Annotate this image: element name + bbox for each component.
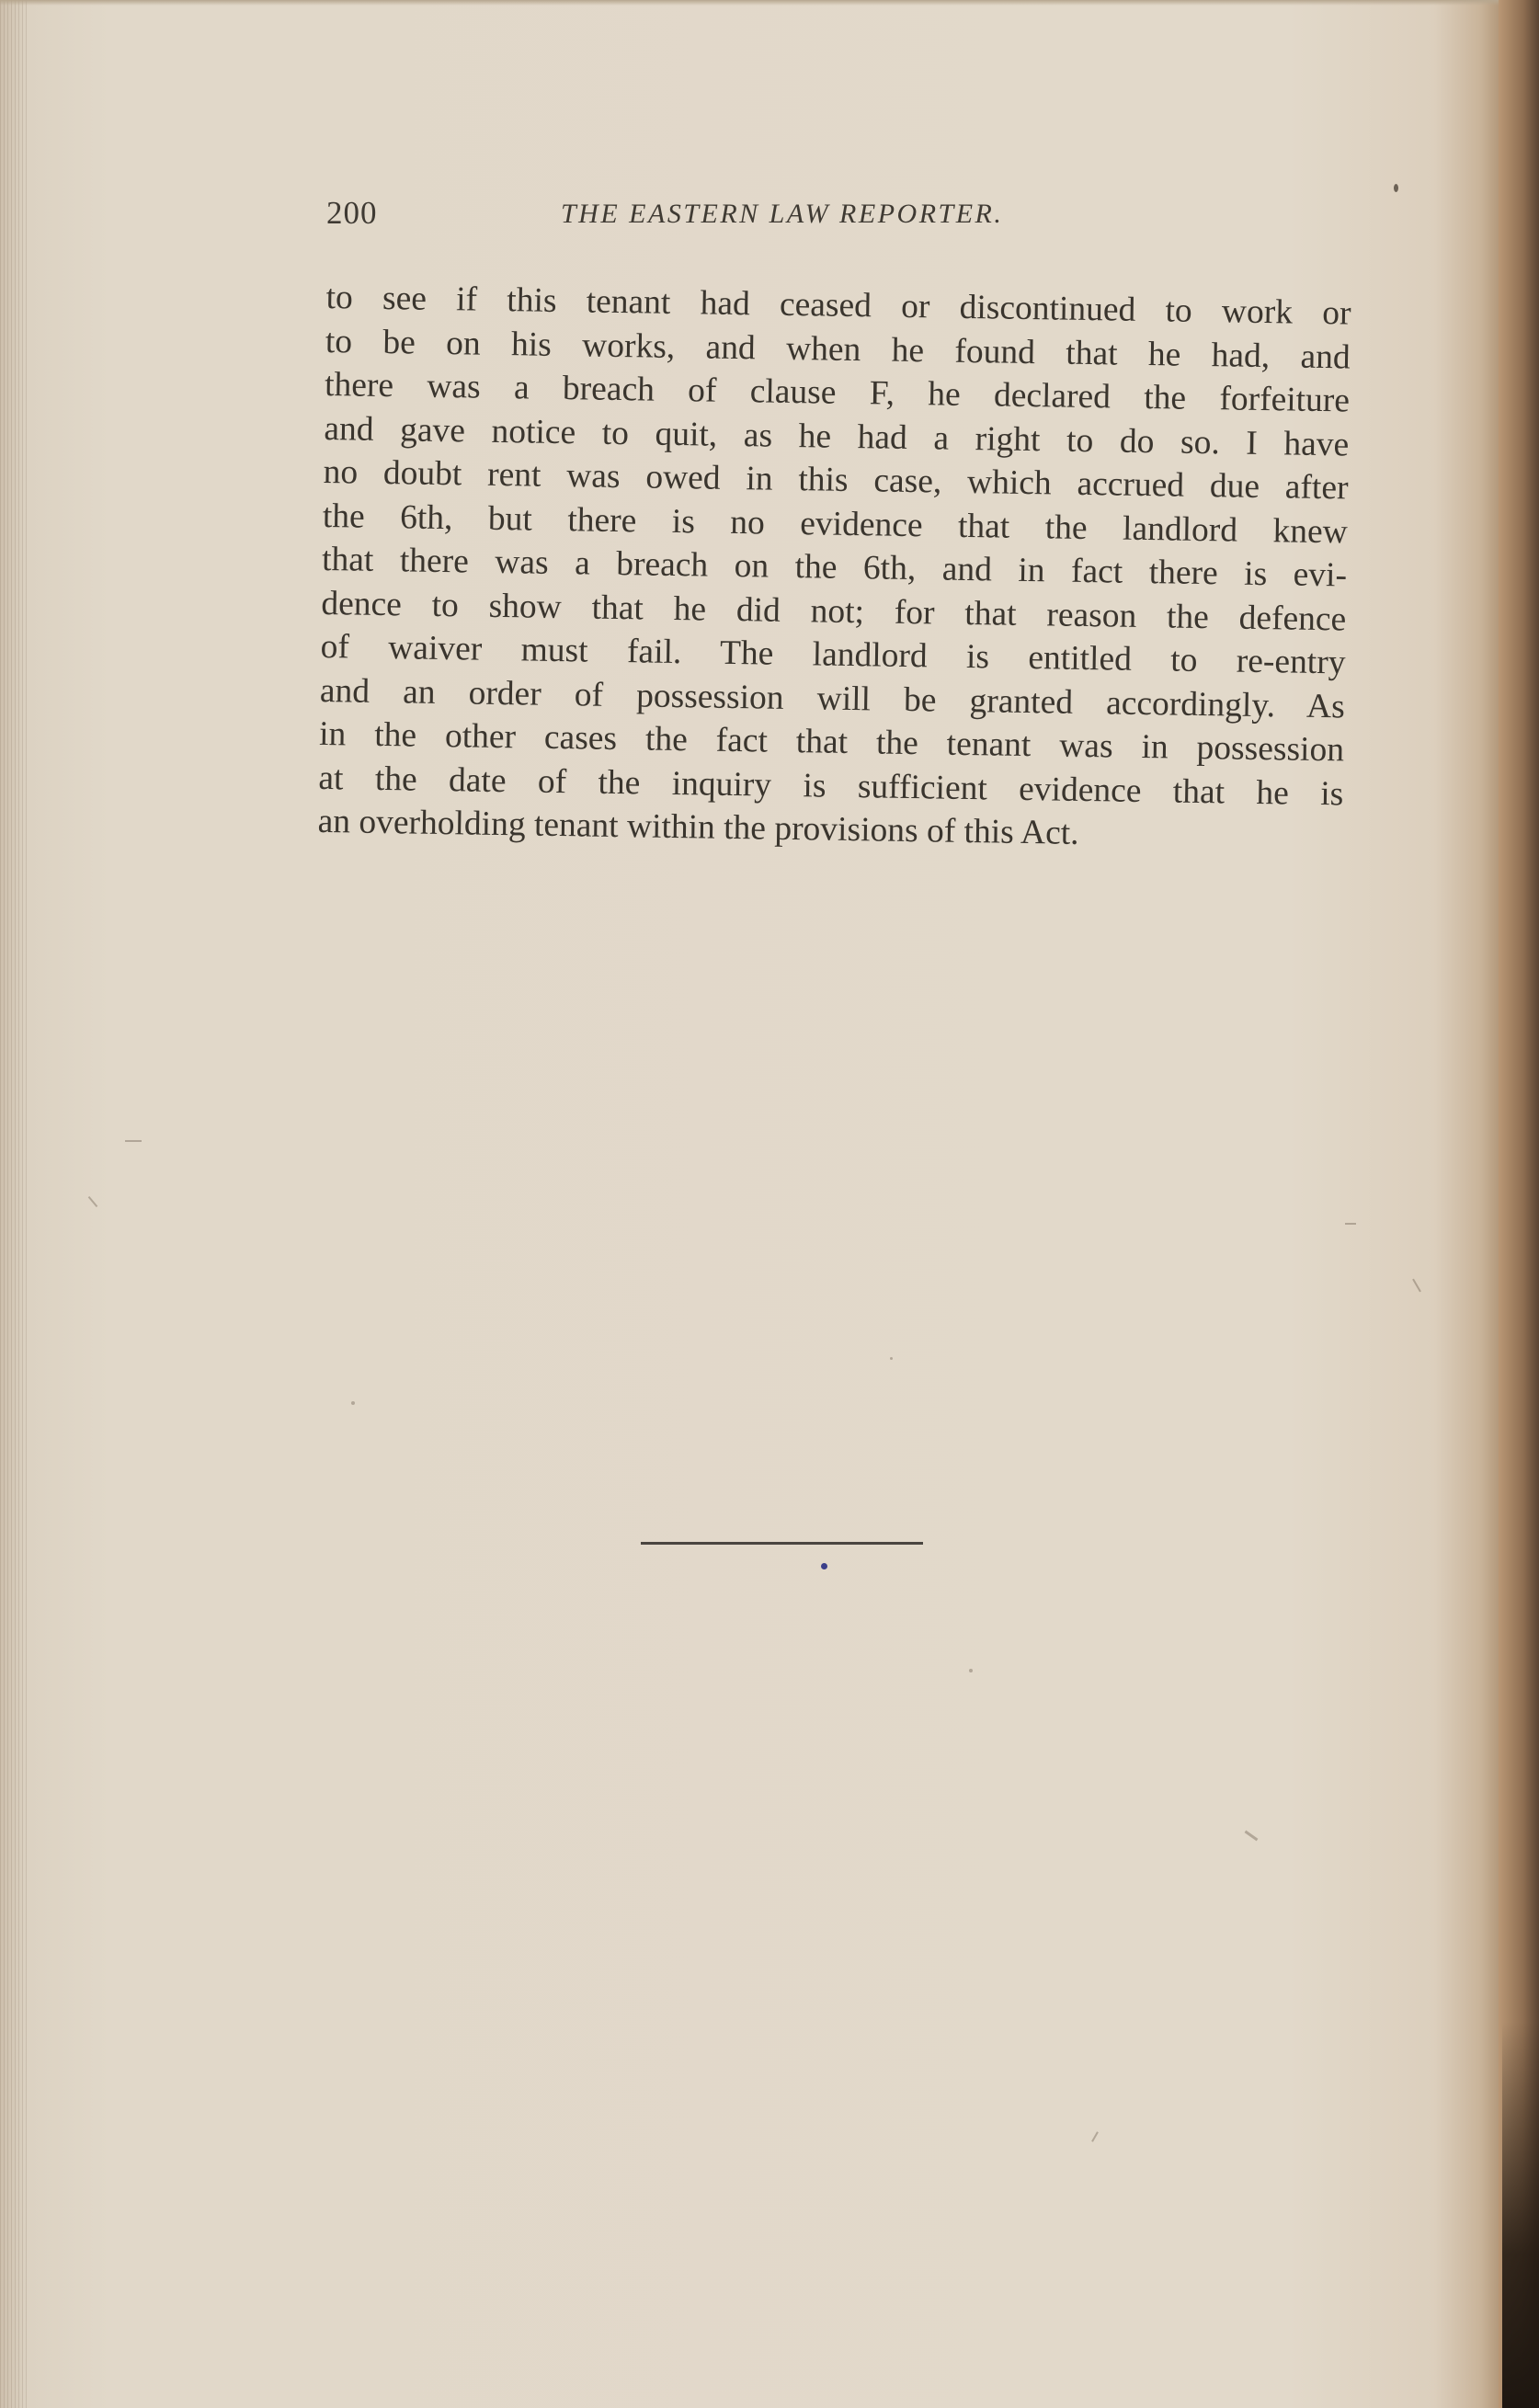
paper-speck [1345, 1223, 1356, 1225]
paper-speck [890, 1357, 893, 1360]
text-line: dence to show that he did not; for that reason the defence [321, 584, 1347, 638]
paper-speck [1412, 1279, 1421, 1293]
text-line: of waiver must fail. The landlord is entitled to re-entry [320, 627, 1346, 682]
end-rule [641, 1542, 923, 1545]
paper-speck [1394, 184, 1398, 192]
text-line: that there was a breach on the 6th, and in fact there is evi- [321, 540, 1348, 595]
text-line: the 6th, but there is no evidence that the landlord knew [322, 496, 1349, 551]
journal-title: THE EASTERN LAW REPORTER. [561, 199, 1004, 229]
paper-speck [1091, 2131, 1099, 2141]
text-line: and gave notice to quit, as he had a right to do so. I have [324, 409, 1350, 463]
text-line: to be on his works, and when he found that he had, and [325, 322, 1351, 377]
ink-dot [821, 1563, 827, 1569]
text-line: to see if this tenant had ceased or discontinued to work or [325, 278, 1351, 333]
text-line: no doubt rent was owed in this case, which accrued due after [323, 452, 1349, 508]
page-top-edge [0, 0, 1539, 6]
running-head [326, 195, 1135, 241]
paper-speck [1245, 1831, 1259, 1842]
page-number: 200 [326, 195, 378, 231]
text-line: at the date of the inquiry is sufficient evidence that he is [318, 759, 1344, 813]
body-paragraph [317, 276, 1351, 860]
paper-speck [969, 1669, 973, 1672]
book-spine-shadow [1502, 2022, 1539, 2408]
page-stack-edges [0, 0, 28, 2408]
text-line-last: an overholding tenant within the provisions of this Act. [317, 802, 1079, 852]
paper-speck [88, 1196, 98, 1207]
paper-speck [351, 1401, 355, 1405]
text-line: there was a breach of clause F, he declared the forfeiture [324, 365, 1351, 420]
text-line: and an order of possession will be granted accordingly. As [319, 671, 1346, 725]
text-line: in the other cases the fact that the tenant was in possession [318, 714, 1345, 770]
paper-speck [125, 1140, 142, 1142]
